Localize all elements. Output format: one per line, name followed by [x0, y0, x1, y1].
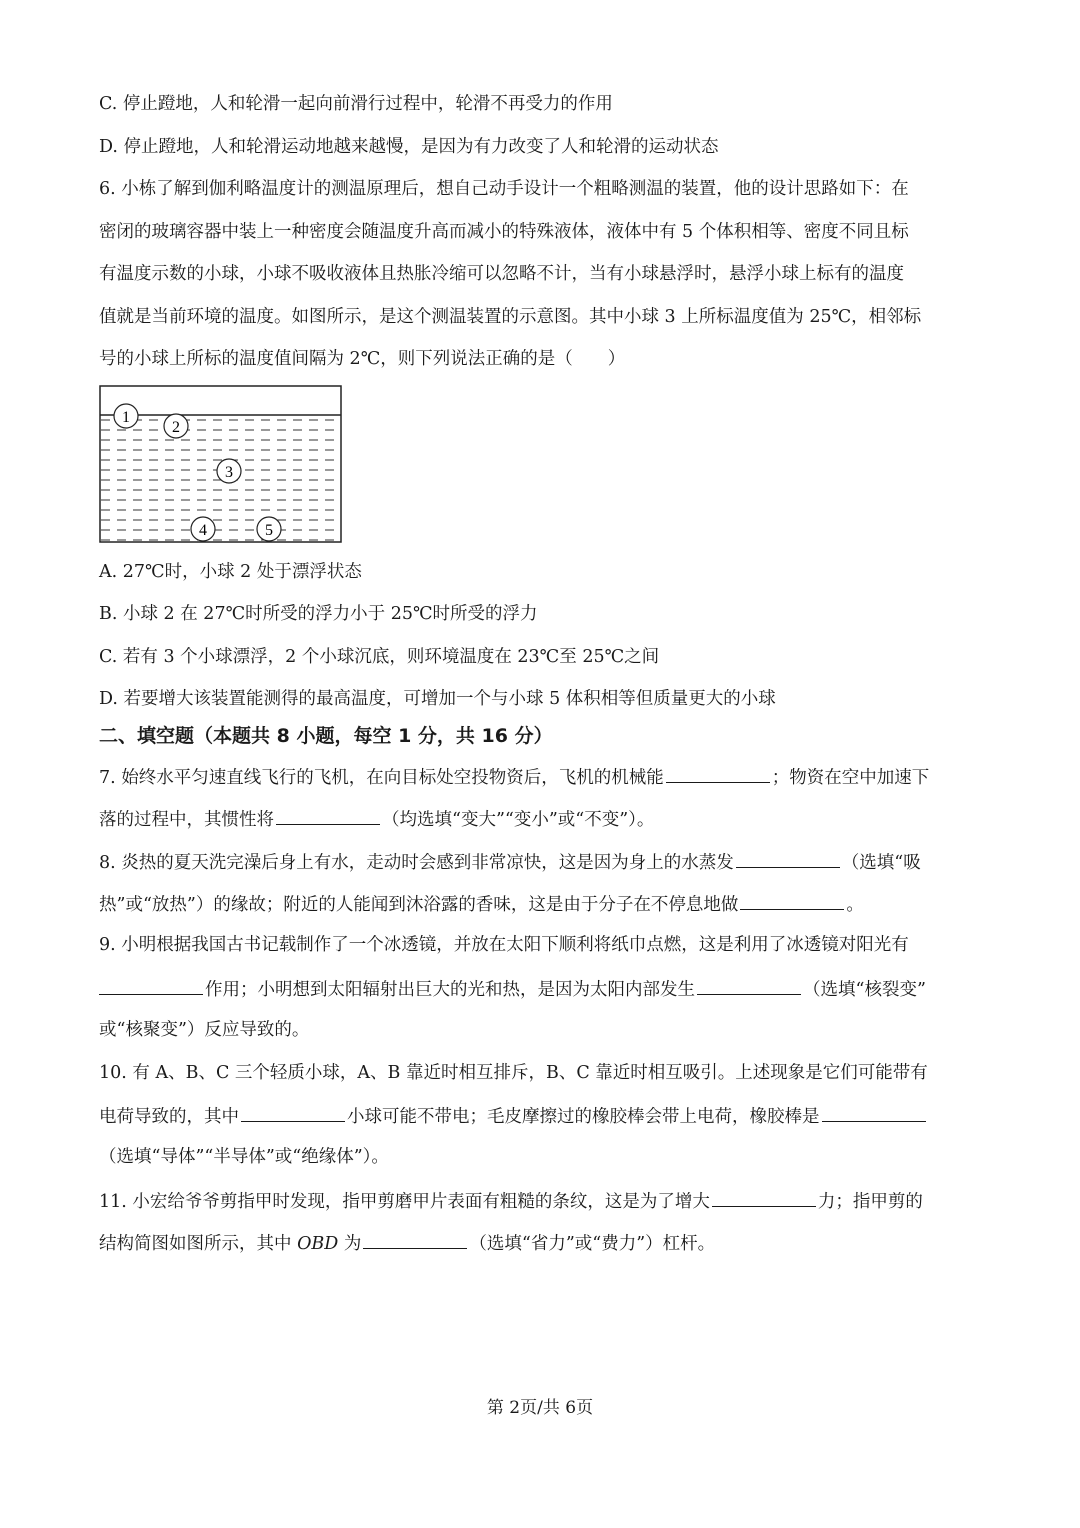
q10-text-2b: 小球可能不带电；毛皮摩擦过的橡胶棒会带上电荷，橡胶棒是: [347, 1107, 820, 1127]
q9-blank-1[interactable]: [99, 976, 203, 995]
q7-line-2: [99, 806, 654, 832]
q6-line-3: 有温度示数的小球，小球不吸收液体且热胀冷缩可以忽略不计，当有小球悬浮时，悬浮小球上标有的温度: [99, 264, 904, 284]
svg-text:1: 1: [122, 409, 130, 426]
ball-5: [257, 517, 281, 541]
question-6-option-b: B. 小球 2 在 27℃时所受的浮力小于 25℃时所受的浮力: [99, 604, 538, 624]
q7-text-2b: （均选填“变大”“变小”或“不变”）。: [382, 810, 655, 830]
q7-blank-2[interactable]: [276, 806, 380, 825]
q11-text-2b: 为: [338, 1234, 362, 1254]
q10-text-2a: 电荷导致的，其中: [99, 1107, 239, 1127]
q8-line-1: [99, 849, 921, 875]
question-6-option-d: D. 若要增大该装置能测得的最高温度，可增加一个与小球 5 体积相等但质量更大的小球: [99, 689, 776, 709]
q11-lever-name: OBD: [297, 1234, 339, 1254]
thermometer-container-diagram: [99, 385, 345, 545]
q10-blank-1[interactable]: [241, 1103, 345, 1122]
q7-blank-1[interactable]: [666, 764, 770, 783]
q9-text-2b: （选填“核裂变”: [803, 980, 926, 1000]
q6-line-4: 值就是当前环境的温度。如图所示，是这个测温装置的示意图。其中小球 3 上所标温度值为 25℃，相邻标: [99, 307, 922, 327]
ball-1: [114, 404, 138, 428]
q8-blank-2[interactable]: [740, 891, 844, 910]
q11-text-2c: （选填“省力”或“费力”）杠杆。: [469, 1234, 716, 1254]
q10-line-3: （选填“导体”“半导体”或“绝缘体”）。: [99, 1147, 389, 1167]
q7-line-1: [99, 764, 929, 790]
q10-blank-2[interactable]: [822, 1103, 926, 1122]
section-heading-fill-in: 二、填空题（本题共 8 小题，每空 1 分，共 16 分）: [99, 725, 553, 747]
svg-text:4: 4: [199, 522, 207, 539]
svg-text:5: 5: [265, 522, 273, 539]
q10-line-2: [99, 1103, 928, 1129]
q8-blank-1[interactable]: [736, 849, 840, 868]
q11-text-1b: 力；指甲剪的: [817, 1192, 923, 1212]
ball-4: [191, 517, 215, 541]
q6-line-1: 6. 小栋了解到伽利略温度计的测温原理后，想自己动手设计一个粗略测温的装置，他的设计思路如下：在: [99, 179, 909, 199]
page-number-footer: 第 2页/共 6页: [486, 1398, 594, 1418]
q8-text-2a: 热”或“放热”）的缘故；附近的人能闻到沐浴露的香味，这是由于分子在不停息地做: [99, 895, 739, 915]
question-6-option-a: A. 27℃时，小球 2 处于漂浮状态: [99, 562, 362, 582]
q11-text-2a: 结构简图如图所示，其中: [99, 1234, 298, 1254]
q8-text-1b: （选填“吸: [841, 853, 921, 873]
q8-text-2b: 。: [846, 895, 864, 915]
q7-text-2a: 落的过程中，其惯性将: [99, 810, 274, 830]
q7-text-1a: 7. 始终水平匀速直线飞行的飞机，在向目标处空投物资后，飞机的机械能: [99, 768, 664, 788]
q6-line-2: 密闭的玻璃容器中装上一种密度会随温度升高而减小的特殊液体，液体中有 5 个体积相等、密度不同且标: [99, 222, 909, 242]
q9-line-3: 或“核聚变”）反应导致的。: [99, 1020, 310, 1040]
question-5-option-c: C. 停止蹬地，人和轮滑一起向前滑行过程中，轮滑不再受力的作用: [99, 94, 613, 114]
question-6-option-c: C. 若有 3 个小球漂浮，2 个小球沉底，则环境温度在 23℃至 25℃之间: [99, 647, 660, 667]
q7-text-1b: ；物资在空中加速下: [771, 768, 930, 788]
q11-blank-2[interactable]: [363, 1230, 467, 1249]
svg-text:3: 3: [225, 464, 233, 481]
q11-text-1a: 11. 小宏给爷爷剪指甲时发现，指甲剪磨甲片表面有粗糙的条纹，这是为了增大: [99, 1192, 710, 1212]
question-5-option-d: D. 停止蹬地，人和轮滑运动地越来越慢，是因为有力改变了人和轮滑的运动状态: [99, 137, 719, 157]
q8-text-1a: 8. 炎热的夏天洗完澡后身上有水，走动时会感到非常凉快，这是因为身上的水蒸发: [99, 853, 734, 873]
q9-blank-2[interactable]: [697, 976, 801, 995]
svg-text:2: 2: [172, 419, 180, 436]
q10-line-1: 10. 有 A、B、C 三个轻质小球，A、B 靠近时相互排斥，B、C 靠近时相互吸引。上述现象是它们可能带有: [99, 1063, 928, 1083]
q11-line-1: [99, 1188, 923, 1214]
q11-line-2: [99, 1230, 715, 1256]
q9-line-2: [99, 976, 926, 1002]
q6-line-5: 号的小球上所标的温度值间隔为 2℃，则下列说法正确的是（ ）: [99, 349, 626, 369]
q9-text-2a: 作用；小明想到太阳辐射出巨大的光和热，是因为太阳内部发生: [205, 980, 695, 1000]
ball-2: [164, 414, 188, 438]
q11-blank-1[interactable]: [712, 1188, 816, 1207]
q9-line-1: 9. 小明根据我国古书记载制作了一个冰透镜，并放在太阳下顺利将纸巾点燃，这是利用了冰透镜对阳光有: [99, 935, 909, 955]
q8-line-2: [99, 891, 864, 917]
ball-3: [217, 459, 241, 483]
